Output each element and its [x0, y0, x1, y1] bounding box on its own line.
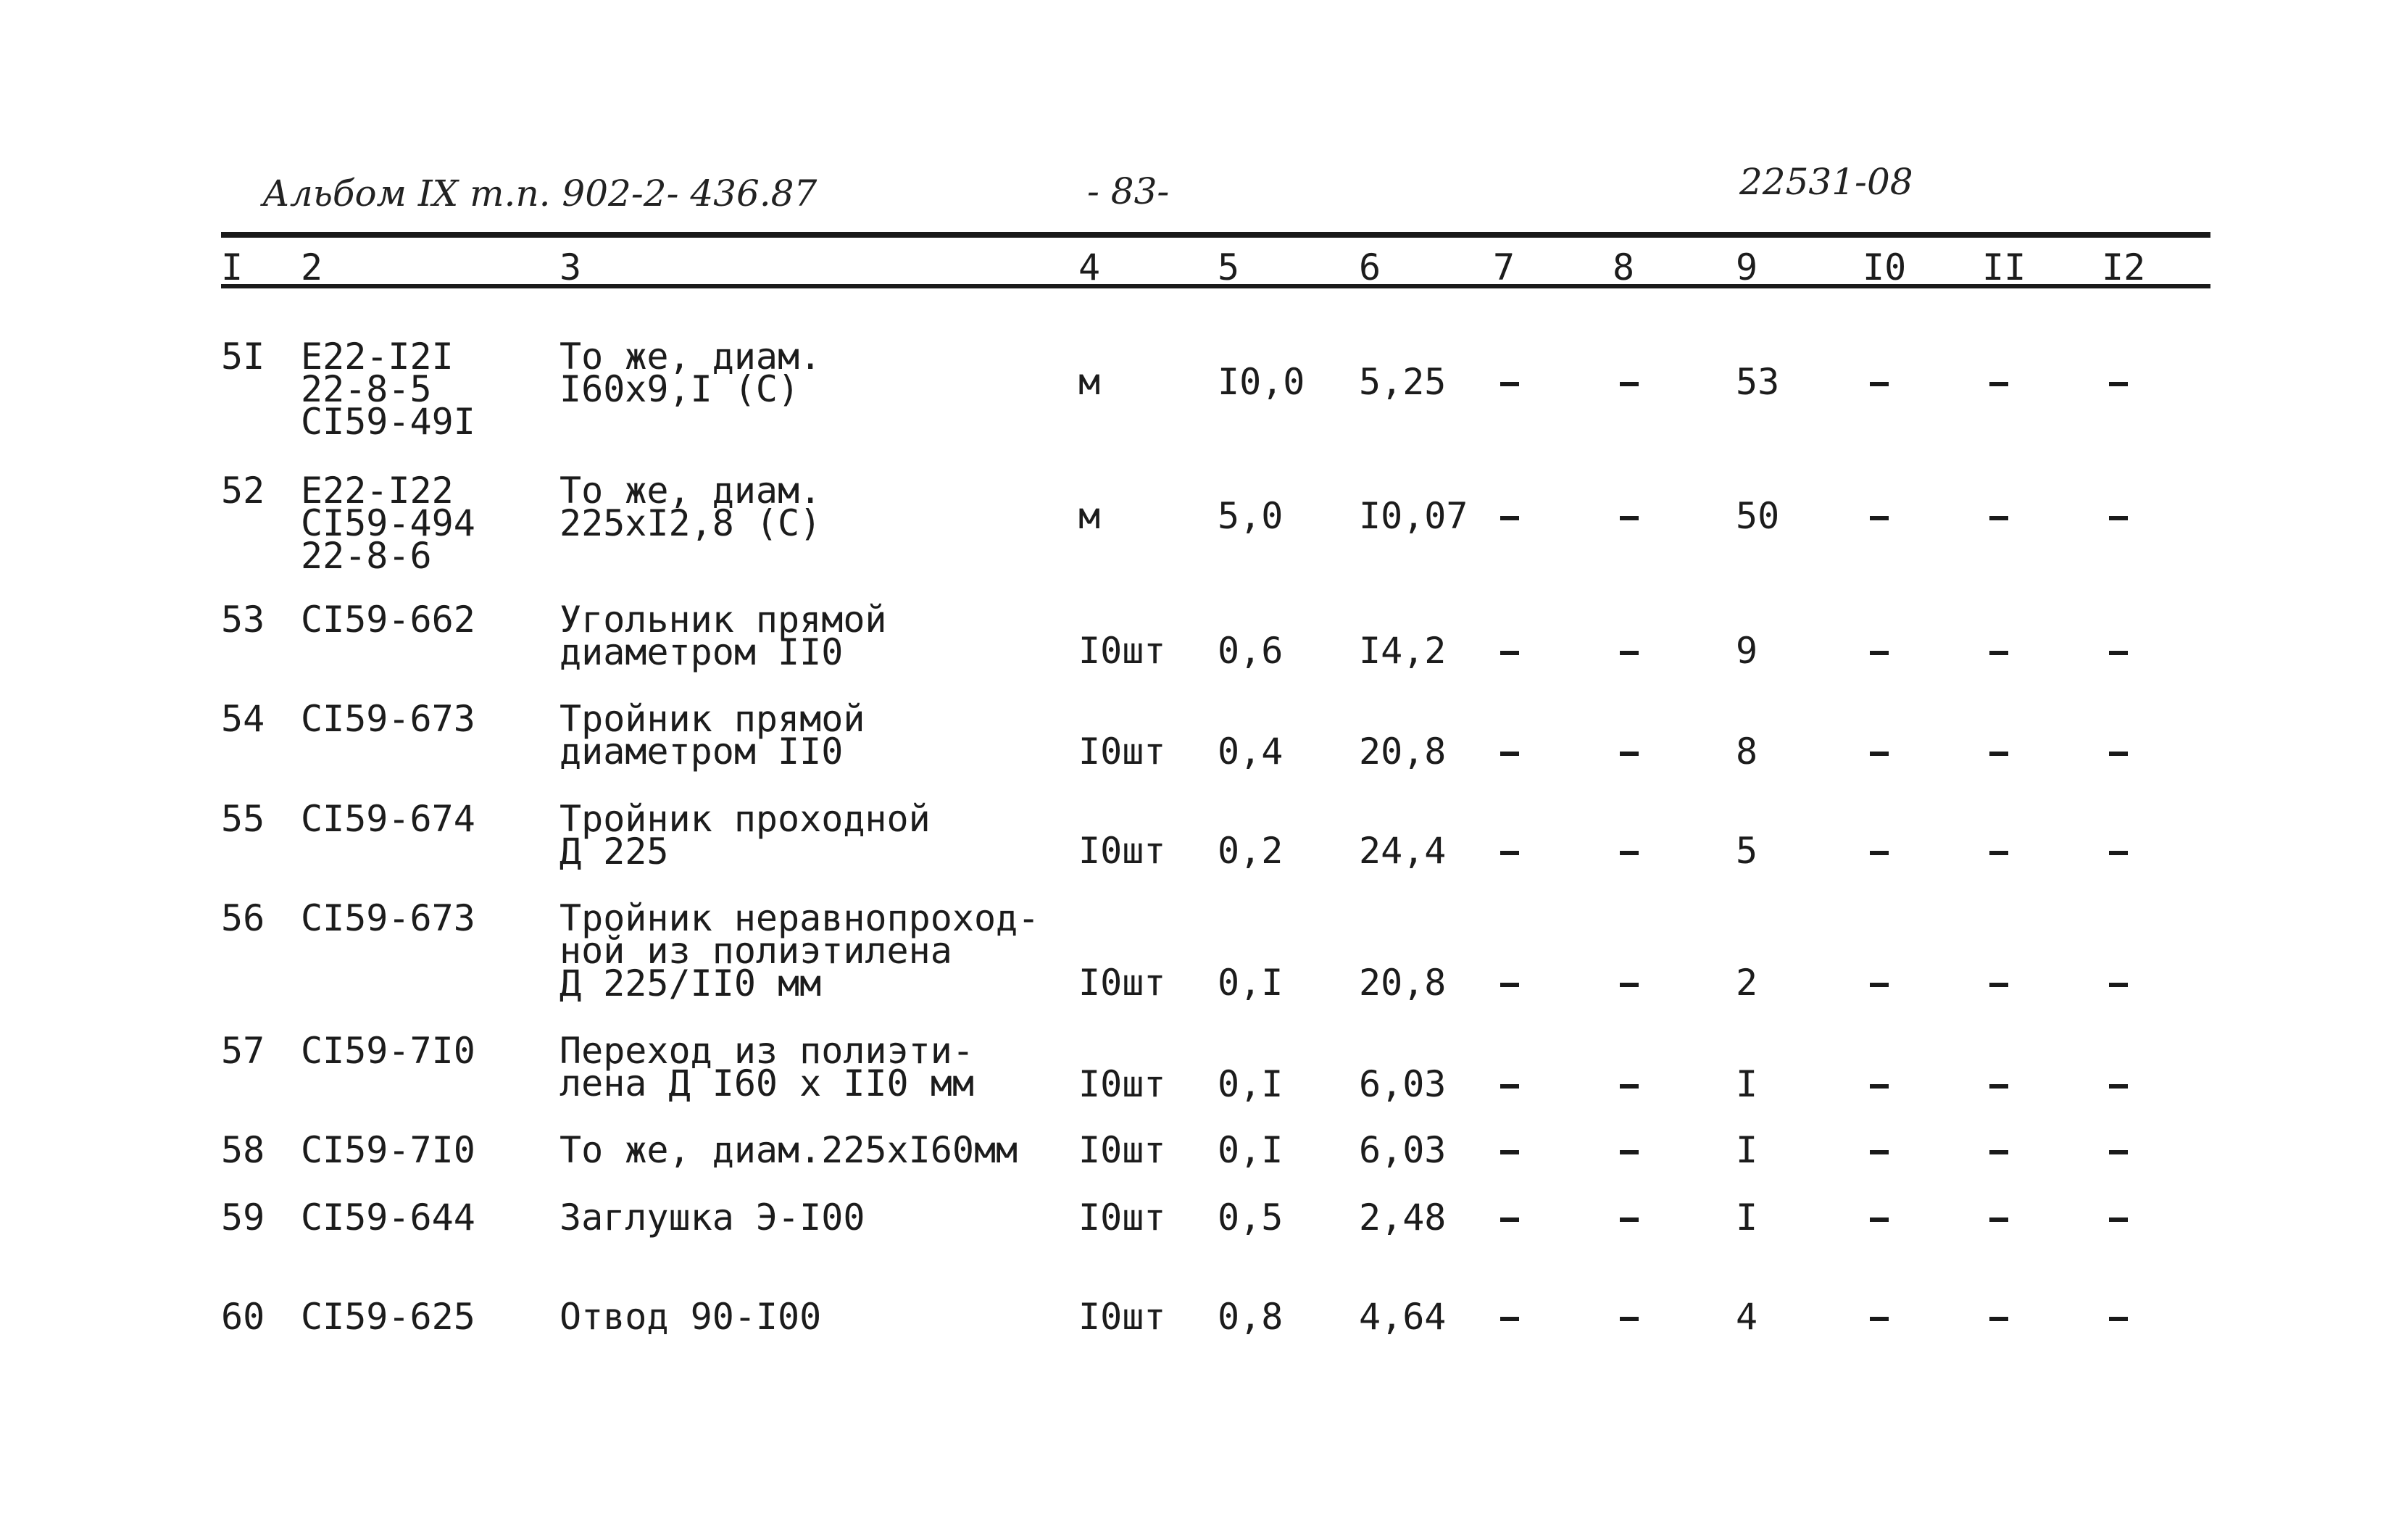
value-c5: 0,I: [1218, 1129, 1284, 1171]
item-name: То же, диам.: [560, 470, 822, 512]
price-code: СI59-625: [301, 1296, 475, 1338]
dash-mark: [1500, 516, 1519, 520]
price-code: СI59-673: [301, 698, 475, 740]
value-c6: 24,4: [1359, 830, 1447, 872]
price-code: 22-8-6: [301, 535, 432, 577]
value-c5: 0,I: [1218, 962, 1284, 1004]
row-number: 55: [221, 798, 265, 840]
value-c9: 50: [1736, 495, 1780, 537]
unit: м: [1078, 361, 1101, 403]
dash-mark: [1620, 382, 1639, 386]
price-code: Е22-I2I: [301, 336, 454, 378]
unit: I0шт: [1078, 830, 1166, 872]
value-c9: 5: [1736, 830, 1758, 872]
dash-mark: [1620, 1317, 1639, 1321]
column-header: 7: [1493, 246, 1515, 288]
document-code: 22531-08: [1739, 161, 1913, 203]
price-code: СI59-662: [301, 599, 475, 641]
value-c6: 2,48: [1359, 1196, 1447, 1239]
item-name: Тройник прямой: [560, 698, 865, 740]
column-header: 4: [1078, 246, 1101, 288]
dash-mark: [1989, 382, 2008, 386]
price-code: СI59-7I0: [301, 1129, 475, 1171]
dash-mark: [1870, 983, 1889, 987]
dash-mark: [1500, 1150, 1519, 1154]
dash-mark: [1620, 1150, 1639, 1154]
dash-mark: [1500, 752, 1519, 756]
dash-mark: [1870, 382, 1889, 386]
dash-mark: [1870, 851, 1889, 855]
dash-mark: [1500, 851, 1519, 855]
dash-mark: [2109, 1150, 2128, 1154]
column-header: 6: [1359, 246, 1381, 288]
dash-mark: [2109, 752, 2128, 756]
column-header: I2: [2102, 246, 2146, 288]
dash-mark: [1870, 516, 1889, 520]
item-name: Тройник неравнопроход-: [560, 897, 1040, 939]
dash-mark: [1870, 1317, 1889, 1321]
value-c5: 5,0: [1218, 495, 1284, 537]
dash-mark: [1620, 1218, 1639, 1222]
unit: I0шт: [1078, 731, 1166, 773]
dash-mark: [1989, 1150, 2008, 1154]
item-name: Д 225: [560, 831, 669, 873]
dash-mark: [1620, 752, 1639, 756]
unit: I0шт: [1078, 962, 1166, 1004]
value-c9: 2: [1736, 962, 1758, 1004]
unit: I0шт: [1078, 1063, 1166, 1105]
value-c6: 6,03: [1359, 1129, 1447, 1171]
column-header: I0: [1863, 246, 1907, 288]
item-name: Отвод 90-I00: [560, 1296, 822, 1338]
dash-mark: [1989, 1317, 2008, 1321]
header-rule-bottom: [221, 284, 2210, 288]
dash-mark: [1989, 851, 2008, 855]
column-header: 3: [560, 246, 582, 288]
dash-mark: [2109, 983, 2128, 987]
dash-mark: [2109, 651, 2128, 655]
unit: I0шт: [1078, 1129, 1166, 1171]
price-code: 22-8-5: [301, 368, 432, 410]
dash-mark: [1870, 752, 1889, 756]
unit: м: [1078, 495, 1101, 537]
value-c6: 5,25: [1359, 361, 1447, 403]
dash-mark: [1870, 651, 1889, 655]
value-c6: 20,8: [1359, 962, 1447, 1004]
dash-mark: [1500, 1084, 1519, 1089]
value-c9: I: [1736, 1063, 1758, 1105]
item-name: I60x9,I (С): [560, 368, 800, 410]
value-c9: 9: [1736, 630, 1758, 672]
item-name: То же, диам.225xI60мм: [560, 1129, 1018, 1171]
price-code: СI59-674: [301, 798, 475, 840]
dash-mark: [1989, 983, 2008, 987]
dash-mark: [1500, 1218, 1519, 1222]
column-header: 2: [301, 246, 323, 288]
dash-mark: [1989, 752, 2008, 756]
unit: I0шт: [1078, 1296, 1166, 1338]
album-reference: Альбом IX т.п. 902-2- 436.87: [262, 172, 818, 215]
value-c9: I: [1736, 1129, 1758, 1171]
column-header: 9: [1736, 246, 1758, 288]
row-number: 54: [221, 698, 265, 740]
dash-mark: [2109, 516, 2128, 520]
dash-mark: [1500, 1317, 1519, 1321]
dash-mark: [1989, 651, 2008, 655]
item-name: Заглушка Э-I00: [560, 1196, 865, 1239]
row-number: 59: [221, 1196, 265, 1239]
price-code: СI59-494: [301, 502, 475, 544]
dash-mark: [1870, 1218, 1889, 1222]
value-c9: I: [1736, 1196, 1758, 1239]
dash-mark: [1989, 1084, 2008, 1089]
dash-mark: [1620, 1084, 1639, 1089]
item-name: Угольник прямой: [560, 599, 887, 641]
dash-mark: [1870, 1150, 1889, 1154]
dash-mark: [1989, 1218, 2008, 1222]
row-number: 58: [221, 1129, 265, 1171]
unit: I0шт: [1078, 630, 1166, 672]
dash-mark: [1989, 516, 2008, 520]
column-header: II: [1982, 246, 2026, 288]
dash-mark: [1620, 983, 1639, 987]
value-c5: I0,0: [1218, 361, 1305, 403]
item-name: ной из полиэтилена: [560, 930, 952, 972]
row-number: 56: [221, 897, 265, 939]
price-code: СI59-7I0: [301, 1030, 475, 1072]
value-c5: 0,6: [1218, 630, 1284, 672]
page-number: - 83-: [1087, 170, 1170, 212]
dash-mark: [1500, 651, 1519, 655]
dash-mark: [2109, 1084, 2128, 1089]
value-c6: 6,03: [1359, 1063, 1447, 1105]
price-code: СI59-644: [301, 1196, 475, 1239]
dash-mark: [2109, 851, 2128, 855]
dash-mark: [2109, 382, 2128, 386]
value-c5: 0,2: [1218, 830, 1284, 872]
item-name: лена Д I60 x II0 мм: [560, 1062, 974, 1104]
price-code: Е22-I22: [301, 470, 454, 512]
row-number: 60: [221, 1296, 265, 1338]
item-name: диаметром II0: [560, 731, 844, 773]
value-c5: 0,5: [1218, 1196, 1284, 1239]
column-header: 5: [1218, 246, 1240, 288]
row-number: 52: [221, 470, 265, 512]
row-number: 57: [221, 1030, 265, 1072]
value-c6: 20,8: [1359, 731, 1447, 773]
value-c6: I4,2: [1359, 630, 1447, 672]
dash-mark: [2109, 1317, 2128, 1321]
header-rule-top: [221, 232, 2210, 238]
dash-mark: [1620, 851, 1639, 855]
price-code: СI59-49I: [301, 401, 475, 443]
unit: I0шт: [1078, 1196, 1166, 1239]
item-name: 225xI2,8 (С): [560, 502, 822, 544]
dash-mark: [1620, 651, 1639, 655]
value-c6: 4,64: [1359, 1296, 1447, 1338]
value-c5: 0,I: [1218, 1063, 1284, 1105]
item-name: диаметром II0: [560, 631, 844, 673]
dash-mark: [1500, 983, 1519, 987]
dash-mark: [1500, 382, 1519, 386]
value-c9: 8: [1736, 731, 1758, 773]
dash-mark: [2109, 1218, 2128, 1222]
value-c5: 0,4: [1218, 731, 1284, 773]
price-code: СI59-673: [301, 897, 475, 939]
item-name: То же, диам.: [560, 336, 822, 378]
item-name: Тройник проходной: [560, 798, 931, 840]
dash-mark: [1870, 1084, 1889, 1089]
value-c9: 4: [1736, 1296, 1758, 1338]
column-header: 8: [1613, 246, 1635, 288]
column-header: I: [221, 246, 244, 288]
row-number: 5I: [221, 336, 265, 378]
value-c5: 0,8: [1218, 1296, 1284, 1338]
value-c9: 53: [1736, 361, 1780, 403]
item-name: Д 225/II0 мм: [560, 962, 822, 1004]
value-c6: I0,07: [1359, 495, 1468, 537]
row-number: 53: [221, 599, 265, 641]
dash-mark: [1620, 516, 1639, 520]
item-name: Переход из полиэти-: [560, 1030, 974, 1072]
